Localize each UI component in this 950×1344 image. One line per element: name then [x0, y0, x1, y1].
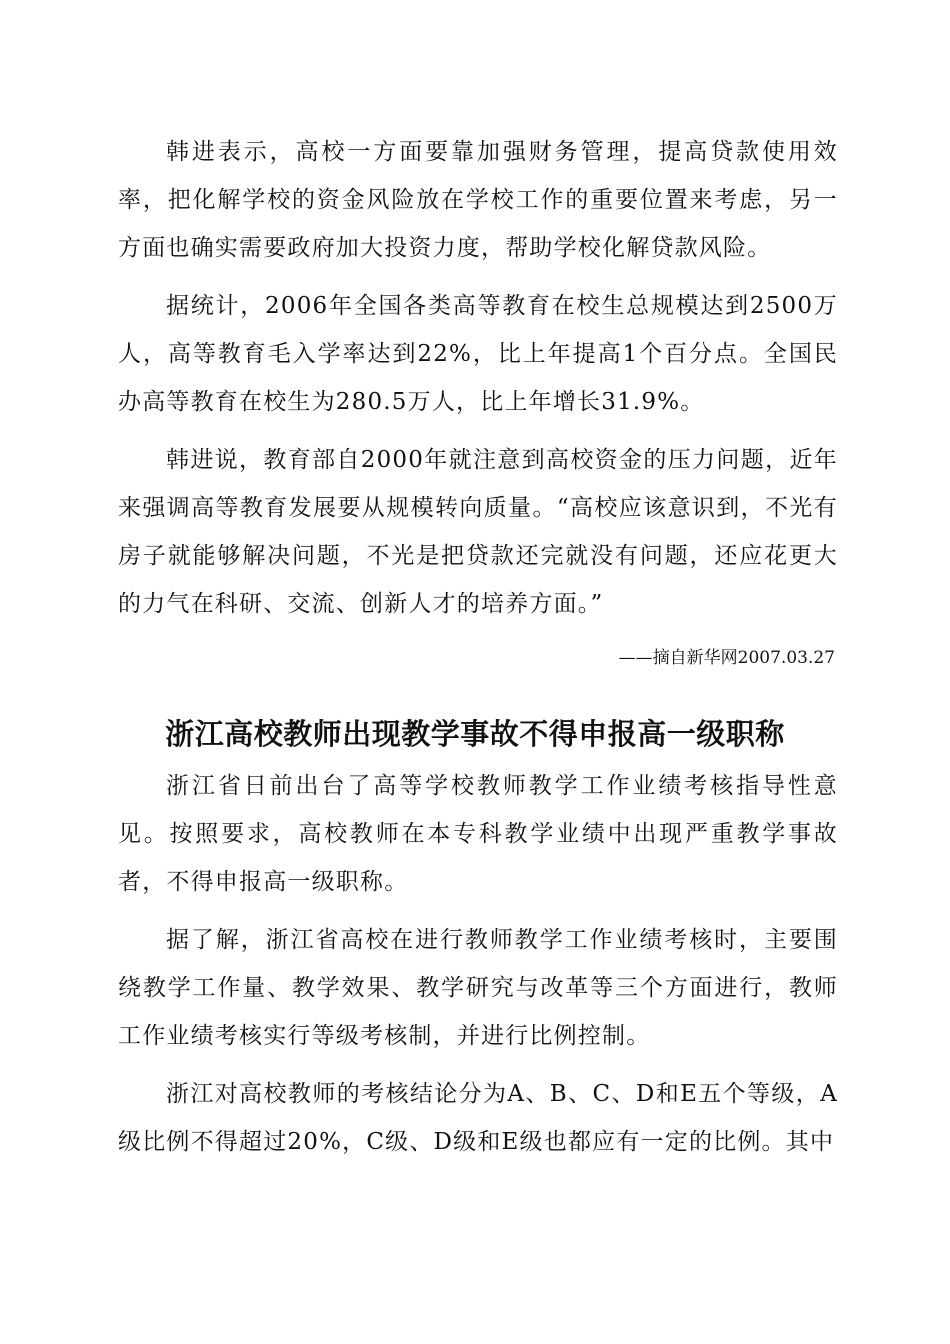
article1-paragraph-2: 据统计，2006年全国各类高等教育在校生总规模达到2500万人，高等教育毛入学率达到22%，比上年提高1个百分点。全国民办高等教育在校生为280.5万人，比上年增长31.9%。	[118, 293, 838, 415]
article1-source: ——摘自新华网2007.03.27	[618, 648, 835, 668]
article2-paragraph-1: 浙江省日前出台了高等学校教师教学工作业绩考核指导性意见。按照要求，高校教师在本专科教学业绩中出现严重教学事故者，不得申报高一级职称。	[118, 773, 838, 895]
article2-paragraph-3: 浙江对高校教师的考核结论分为A、B、C、D和E五个等级，A级比例不得超过20%，C级、D级和E级也都应有一定的比例。其中	[118, 1081, 838, 1155]
article2-title: 浙江高校教师出现教学事故不得申报高一级职称	[165, 717, 785, 751]
article1-paragraph-3: 韩进说，教育部自2000年就注意到高校资金的压力问题，近年来强调高等教育发展要从规模转向质量。“高校应该意识到，不光有房子就能够解决问题，不光是把贷款还完就没有问题，还应花更大的力气在科研、交流、创新人才的培养方面。”	[118, 447, 838, 617]
article1-paragraph-1: 韩进表示，高校一方面要靠加强财务管理，提高贷款使用效率，把化解学校的资金风险放在学校工作的重要位置来考虑，另一方面也确实需要政府加大投资力度，帮助学校化解贷款风险。	[118, 139, 838, 261]
article2-paragraph-2: 据了解，浙江省高校在进行教师教学工作业绩考核时，主要围绕教学工作量、教学效果、教学研究与改革等三个方面进行，教师工作业绩考核实行等级考核制，并进行比例控制。	[118, 927, 838, 1049]
